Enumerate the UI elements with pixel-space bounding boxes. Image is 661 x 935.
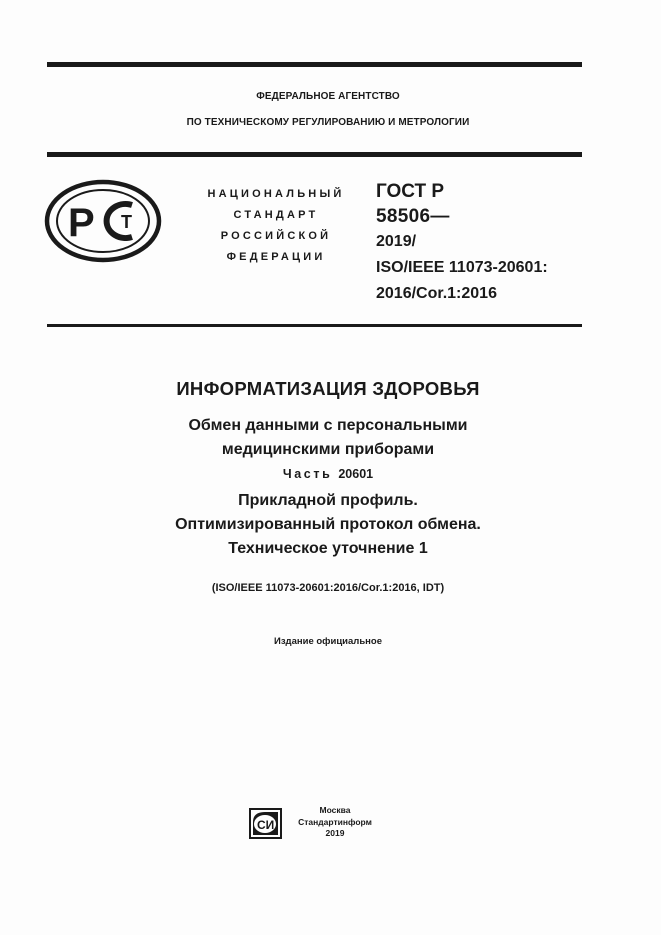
natstd-line-2: СТАНДАРТ xyxy=(233,209,319,221)
part-label: Часть xyxy=(282,467,333,481)
designation-line-5: 2016/Cor.1:2016 xyxy=(376,285,497,302)
header-rule xyxy=(47,152,582,157)
document-subtitle xyxy=(47,414,609,462)
standard-designation xyxy=(376,178,548,307)
subtitle-line-1: Обмен данными с персональными xyxy=(188,417,468,434)
natstd-line-1: НАЦИОНАЛЬНЫЙ xyxy=(207,188,345,200)
natstd-line-4: ФЕДЕРАЦИИ xyxy=(226,251,326,263)
top-rule xyxy=(47,62,582,67)
designation-line-2: 58506— xyxy=(376,206,450,227)
part-title xyxy=(47,489,609,561)
national-standard-label xyxy=(186,184,366,268)
publisher-info xyxy=(290,805,380,840)
part-title-line-3: Техническое уточнение 1 xyxy=(228,540,428,557)
part-title-line-1: Прикладной профиль. xyxy=(238,492,418,509)
publisher-name: Стандартинформ xyxy=(298,816,372,827)
svg-text:Т: Т xyxy=(121,212,132,232)
svg-text:СИ: СИ xyxy=(257,818,275,832)
standartinform-logo-icon xyxy=(249,808,282,839)
part-title-line-2: Оптимизированный протокол обмена. xyxy=(175,516,481,533)
natstd-line-3: РОССИЙСКОЙ xyxy=(220,230,332,242)
subtitle-line-2: медицинскими приборами xyxy=(221,441,435,458)
identity-reference: (ISO/IEEE 11073-20601:2016/Cor.1:2016, IDT) xyxy=(211,582,445,594)
publisher-city: Москва xyxy=(319,805,351,815)
designation-line-3: 2019/ xyxy=(376,233,417,250)
edition-label: Издание официальное xyxy=(274,636,382,647)
svg-text:Р: Р xyxy=(68,201,95,245)
publication-year: 2019 xyxy=(325,828,345,838)
agency-line-1: ФЕДЕРАЛЬНОЕ АГЕНТСТВО xyxy=(256,91,400,102)
designation-line-4: ISO/IEEE 11073-20601: xyxy=(376,259,548,276)
part-heading xyxy=(47,467,609,481)
gost-r-logo-icon xyxy=(44,179,162,263)
document-title: ИНФОРМАТИЗАЦИЯ ЗДОРОВЬЯ xyxy=(176,378,480,399)
agency-line-2: ПО ТЕХНИЧЕСКОМУ РЕГУЛИРОВАНИЮ И МЕТРОЛОГИИ xyxy=(186,117,470,128)
part-number: 20601 xyxy=(338,467,374,481)
title-rule xyxy=(47,324,582,327)
designation-line-1: ГОСТ Р xyxy=(376,181,445,202)
